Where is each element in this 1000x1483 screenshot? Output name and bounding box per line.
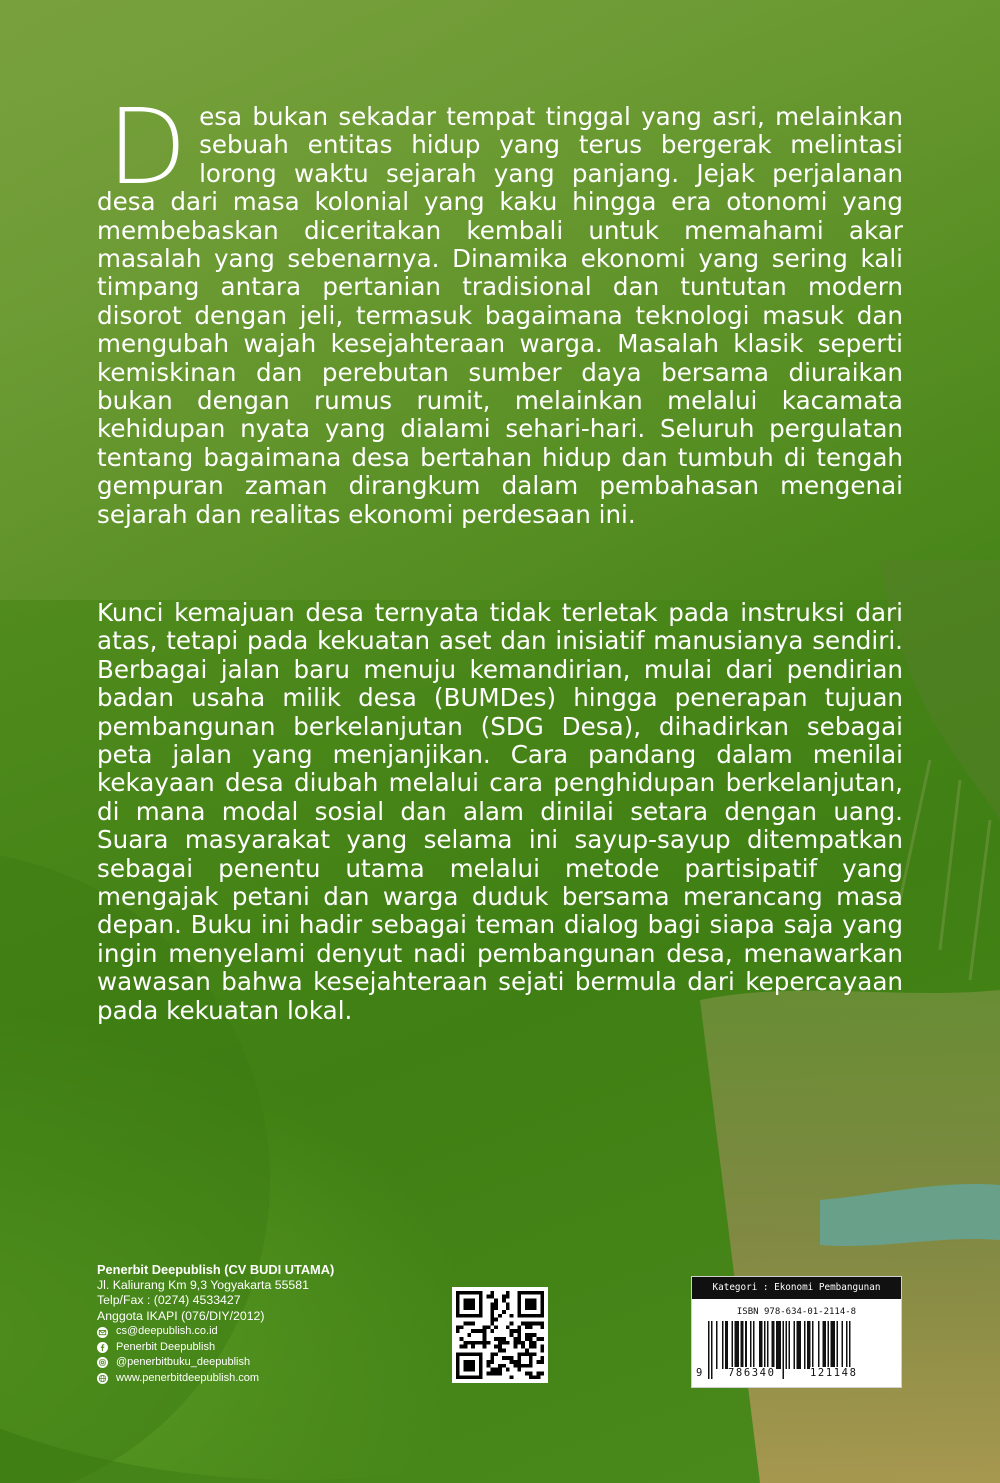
barcode-left-digits: 786340 [728, 1367, 776, 1379]
paragraph-2: Kunci kemajuan desa ternyata tidak terletak pada instruksi dari atas, tetapi pada kekuatan aset dan inisiatif manusianya sendiri. Berbagai jalan baru menuju kemandirian, mulai dari pendirian badan usaha milik desa (BUMDes) hingga penerapan tujuan pembangunan berkelanjutan (SDG Desa), dihadirkan sebagai peta jalan yang menjanjikan. Cara pandang dalam menilai kekayaan desa diubah melalui cara penghidupan berkelanjutan, di mana modal sosial dan alam dinilai setara dengan uang. Suara masyarakat yang selama ini sayup-sayup ditempatkan sebagai penentu utama melalui metode partisipatif yang mengajak petani dan warga duduk bersama merancang masa depan. Buku ini hadir sebagai teman dialog bagi siapa saja yang ingin menyelami denyut nadi pembangunan desa, menawarkan wawasan bahwa kesejahteraan sejati bermula dari kepercayaan pada kekuatan lokal. [97, 598, 903, 1025]
website-row [97, 1371, 437, 1386]
drop-cap: D [107, 86, 188, 208]
barcode-right-digits: 121148 [810, 1367, 858, 1379]
barcode-lead-digit: 9 [696, 1367, 703, 1379]
publisher-phone: Telp/Fax : (0274) 4533427 [97, 1293, 241, 1308]
facebook-link[interactable]: Penerbit Deepublish [116, 1340, 216, 1353]
qr-code[interactable] [452, 1287, 548, 1383]
email-icon [97, 1327, 108, 1338]
globe-icon [97, 1373, 108, 1384]
publisher-ikapi: Anggota IKAPI (076/DIY/2012) [97, 1308, 265, 1323]
publisher-name: Penerbit Deepublish (CV BUDI UTAMA) [97, 1262, 335, 1277]
facebook-icon [97, 1342, 108, 1353]
instagram-icon [97, 1357, 108, 1368]
barcode-label [691, 1276, 902, 1388]
instagram-link[interactable]: @penerbitbuku_deepublish [116, 1356, 251, 1369]
paragraph-1-text: esa bukan sekadar tempat tinggal yang asri, melainkan sebuah entitas hidup yang terus bergerak melintasi lorong waktu sejarah yang panjang. Jejak perjalanan desa dari masa kolonial yang kaku hingga era otonomi yang membebaskan diceritakan kembali untuk memahami akar masalah yang sebenarnya. Dinamika ekonomi yang sering kali timpang antara pertanian tradisional dan tuntutan modern disorot dengan jeli, termasuk bagaimana teknologi masuk dan mengubah wajah kesejahteraan warga. Masalah klasik seperti kemiskinan dan perebutan sumber daya bersama diuraikan bukan dengan rumus rumit, melainkan melalui kacamata kehidupan nyata yang dialami sehari-hari. Seluruh pergulatan tentang bagaimana desa bertahan hidup dan tumbuh di tengah gempuran zaman dirangkum dalam pembahasan mengenai sejarah dan realitas ekonomi perdesaan ini. [97, 102, 903, 529]
email-link[interactable]: cs@deepublish.co.id [116, 1325, 218, 1338]
publisher-info [97, 1262, 437, 1386]
isbn-text: ISBN 978-634-01-2114-8 [736, 1307, 857, 1317]
category-label: Kategori : Ekonomi Pembangunan [692, 1277, 901, 1299]
email-row [97, 1324, 437, 1339]
publisher-address: Jl. Kaliurang Km 9,3 Yogyakarta 55581 [97, 1277, 309, 1292]
website-link[interactable]: www.penerbitdeepublish.com [116, 1371, 260, 1384]
paragraph-1 [97, 86, 903, 529]
instagram-row [97, 1355, 437, 1370]
facebook-row [97, 1340, 437, 1355]
